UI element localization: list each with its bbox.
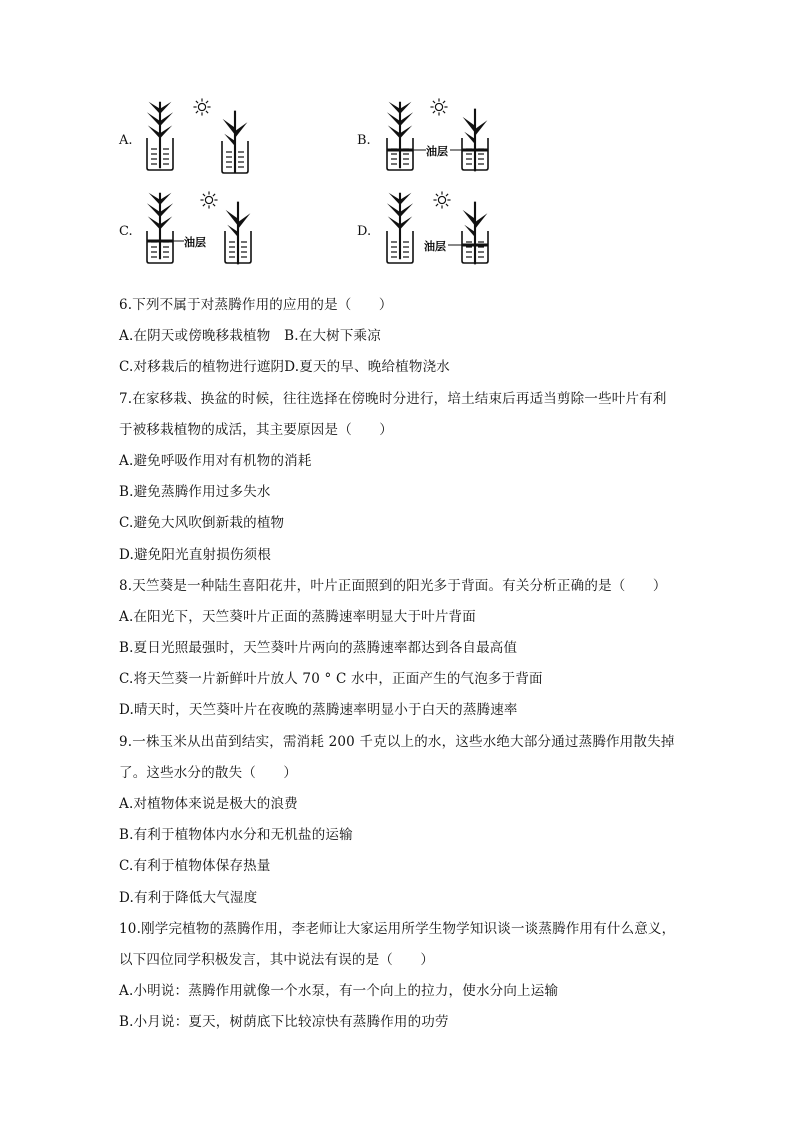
figure-a bbox=[138, 95, 268, 185]
q9-option-d: D.有利于降低大气湿度 bbox=[119, 889, 258, 906]
q6-option-cd: C.对移栽后的植物进行遮阴D.夏天的早、晚给植物浇水 bbox=[119, 359, 450, 376]
plant-with-leaves-icon bbox=[387, 102, 413, 169]
q8-option-d: D.晴天时，天竺葵叶片在夜晚的蒸腾速率明显小于白天的蒸腾速率 bbox=[119, 702, 518, 719]
q9-stem-line1: 9.一株玉米从出苗到结实，需消耗 200 千克以上的水，这些水绝大部分通过蒸腾作用散失掉 bbox=[119, 733, 675, 750]
option-b-label: B. bbox=[357, 133, 371, 148]
q10-option-a: A.小明说：蒸腾作用就像一个水泵，有一个向上的拉力，使水分向上运输 bbox=[119, 983, 559, 1000]
option-c-label: C. bbox=[119, 224, 133, 239]
figure-row-2 bbox=[0, 188, 794, 278]
q6-stem: 6.下列不属于对蒸腾作用的应用的是（ ） bbox=[119, 297, 393, 313]
figure-d bbox=[378, 188, 508, 278]
plant-leafless-icon bbox=[223, 111, 248, 174]
q8-option-c: C.将天竺葵一片新鲜叶片放人 70 ° C 水中，正面产生的气泡多于背面 bbox=[119, 671, 543, 688]
oil-layer-label: 油层 bbox=[424, 240, 446, 253]
question-text bbox=[119, 290, 689, 1039]
sun-icon bbox=[430, 98, 447, 115]
plant-leafless-icon bbox=[463, 202, 488, 265]
plant-leafless-icon bbox=[463, 109, 488, 172]
q9-option-c: C.有利于植物体保存热量 bbox=[119, 858, 271, 875]
option-d-label: D. bbox=[357, 224, 372, 239]
q7-option-d: D.避免阳光直射损伤须根 bbox=[119, 546, 272, 563]
option-a-label: A. bbox=[119, 133, 133, 148]
plant-with-leaves-icon bbox=[147, 102, 173, 169]
figure-b bbox=[378, 95, 508, 185]
oil-layer-label: 油层 bbox=[426, 145, 448, 158]
q7-option-c: C.避免大风吹倒新栽的植物 bbox=[119, 515, 285, 532]
q9-option-a: A.对植物体来说是极大的浪费 bbox=[119, 796, 298, 812]
figure-c bbox=[138, 188, 268, 278]
q8-stem: 8.天竺葵是一种陆生喜阳花井，叶片正面照到的阳光多于背面。有关分析正确的是（ ） bbox=[119, 577, 667, 594]
q7-stem-line2: 于被移栽植物的成活，其主要原因是（ ） bbox=[119, 421, 393, 438]
q6-option-ab: A.在阴天或傍晚移栽植物 B.在大树下乘凉 bbox=[119, 328, 381, 345]
plant-with-leaves-icon bbox=[387, 193, 413, 260]
oil-layer-label: 油层 bbox=[184, 236, 206, 249]
q8-option-b: B.夏日光照最强时，天竺葵叶片两向的蒸腾速率都达到各自最高值 bbox=[119, 640, 518, 657]
sun-icon bbox=[200, 191, 217, 208]
q7-option-b: B.避免蒸腾作用过多失水 bbox=[119, 484, 271, 501]
figure-row-1 bbox=[0, 95, 794, 185]
q10-stem-line2: 以下四位同学积极发言，其中说法有误的是（ ） bbox=[119, 951, 435, 968]
q9-option-b: B.有利于植物体内水分和无机盐的运输 bbox=[119, 827, 353, 844]
plant-leafless-icon bbox=[226, 202, 251, 265]
q10-stem-line1: 10.刚学完植物的蒸腾作用，李老师让大家运用所学生物学知识谈一谈蒸腾作用有什么意义， bbox=[119, 920, 676, 937]
q10-option-b: B.小月说：夏天，树荫底下比较凉快有蒸腾作用的功劳 bbox=[119, 1014, 449, 1031]
sun-icon bbox=[433, 191, 450, 208]
q8-option-a: A.在阳光下，天竺葵叶片正面的蒸腾速率明显大于叶片背面 bbox=[119, 608, 476, 625]
q7-option-a: A.避免呼吸作用对有机物的消耗 bbox=[119, 452, 312, 469]
sun-icon bbox=[193, 98, 210, 115]
q9-stem-line2: 了。这些水分的散失（ ） bbox=[119, 764, 298, 781]
q7-stem-line1: 7.在家移栽、换盆的时候，往往选择在傍晚时分进行，培土结束后再适当剪除一些叶片有利 bbox=[119, 390, 667, 407]
plant-with-leaves-icon bbox=[147, 193, 173, 260]
